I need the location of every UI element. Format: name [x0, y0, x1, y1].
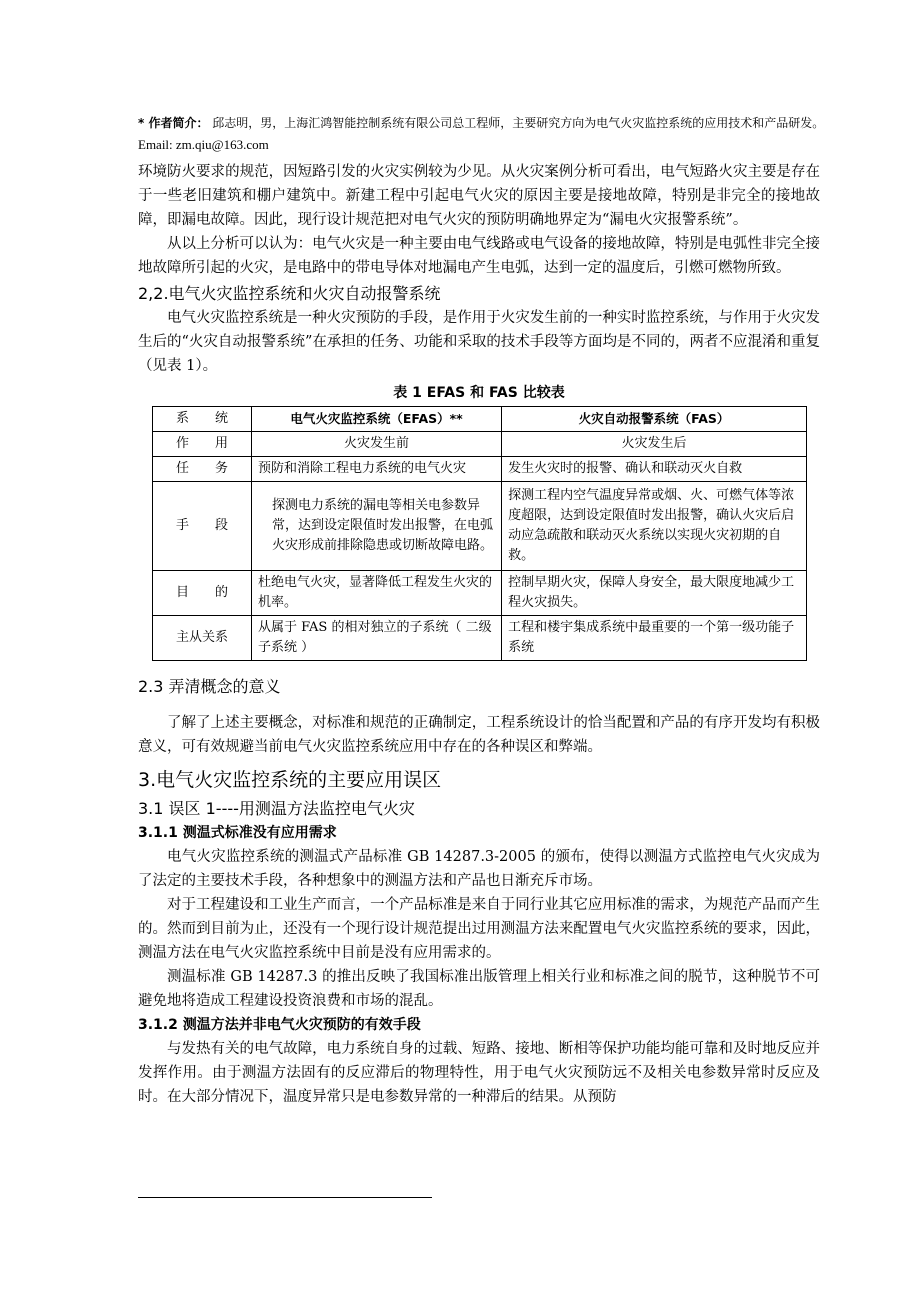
row-label: 手 段 — [153, 482, 252, 571]
table-header-cell: 火灾自动报警系统（FAS） — [502, 407, 807, 432]
heading-3-1-2: 3.1.2 测温方法并非电气火灾预防的有效手段 — [138, 1017, 421, 1033]
paragraph-1: 环境防火要求的规范，因短路引发的火灾实例较为少见。从火灾案例分析可看出，电气短路火灾主要是存在于一些老旧建筑和棚户建筑中。新建工程中引起电气火灾的原因主要是接地故障，特别是非完全的接地故障，即漏电故障。因此，现行设计规范把对电气火灾的预防明确地界定为“漏电火灾报警系统”。 — [138, 164, 820, 228]
footnote-email: Email: zm.qiu@163.com — [138, 137, 269, 152]
paragraph-2: 从以上分析可以认为：电气火灾是一种主要由电气线路或电气设备的接地故障，特别是电弧性非完全接地故障所引起的火灾，是电路中的带电导体对地漏电产生电弧，达到一定的温度后，引燃可燃物所致。 — [138, 236, 820, 276]
heading-3-1-1: 3.1.1 测温式标准没有应用需求 — [138, 825, 337, 841]
fas-cell: 发生火灾时的报警、确认和联动灭火自救 — [502, 457, 807, 482]
paragraph-4: 了解了上述主要概念，对标准和规范的正确制定，工程系统设计的恰当配置和产品的有序开发均有积极意义，可有效规避当前电气火灾监控系统应用中存在的各种误区和弊端。 — [138, 715, 820, 755]
efas-cell: 火灾发生前 — [252, 432, 502, 457]
row-label: 目 的 — [153, 571, 252, 616]
table-header-cell: 电气火灾监控系统（EFAS）** — [252, 407, 502, 432]
heading-2-3: 2.3 弄清概念的意义 — [138, 677, 281, 696]
paragraph-8: 与发热有关的电气故障，电力系统自身的过载、短路、接地、断相等保护功能均能可靠和及时地反应并发挥作用。由于测温方法固有的反应滞后的物理特性，用于电气火灾预防远不及相关电参数异常时反应及时。在大部分情况下，温度异常只是电参数异常的一种滞后的结果。从预防 — [138, 1041, 820, 1105]
heading-3: 3.电气火灾监控系统的主要应用误区 — [138, 769, 442, 791]
paragraph-3: 电气火灾监控系统是一种火灾预防的手段，是作用于火灾发生前的一种实时监控系统，与作用于火灾发生后的“火灾自动报警系统”在承担的任务、功能和采取的技术手段等方面均是不同的，两者不应混淆和重复（见表 1）。 — [138, 310, 820, 374]
paragraph-6: 对于工程建设和工业生产而言，一个产品标准是来自于同行业其它应用标准的需求，为规范产品而产生的。然而到目前为止，还没有一个现行设计规范提出过用测温方法来配置电气火灾监控系统的要求，因此，测温方法在电气火灾监控系统中目前是没有应用需求的。 — [138, 897, 820, 961]
table-caption: 表 1 EFAS 和 FAS 比较表 — [393, 385, 565, 401]
fas-cell: 火灾发生后 — [502, 432, 807, 457]
table-header-cell: 系 统 — [153, 407, 252, 432]
row-label: 主从关系 — [153, 616, 252, 661]
fas-cell: 控制早期火灾，保障人身安全，最大限度地减少工程火灾损失。 — [502, 571, 807, 616]
footnote-text: 邱志明，男，上海汇鸿智能控制系统有限公司总工程师，主要研究方向为电气火灾监控系统的应用技术和产品研发。 — [212, 116, 825, 130]
fas-cell: 探测工程内空气温度异常或烟、火、可燃气体等浓度超限，达到设定限值时发出报警，确认火灾后启动应急疏散和联动灭火系统以实现火灾初期的自救。 — [502, 482, 807, 571]
heading-2-2: 2,2.电气火灾监控系统和火灾自动报警系统 — [138, 284, 441, 303]
table-row — [153, 457, 807, 482]
footnote-divider — [138, 1197, 432, 1198]
paragraph-7: 测温标准 GB 14287.3 的推出反映了我国标准出版管理上相关行业和标准之间的脱节，这种脱节不可避免地将造成工程建设投资浪费和市场的混乱。 — [138, 969, 820, 1009]
table-row — [153, 616, 807, 661]
table-row — [153, 432, 807, 457]
efas-cell: 探测电力系统的漏电等相关电参数异常，达到设定限值时发出报警，在电弧火灾形成前排除隐患或切断故障电路。 — [252, 482, 502, 571]
row-label: 任 务 — [153, 457, 252, 482]
table-row — [153, 482, 807, 571]
efas-cell: 从属于 FAS 的相对独立的子系统（ 二级子系统 ） — [252, 616, 502, 661]
row-label: 作 用 — [153, 432, 252, 457]
comparison-table — [152, 406, 807, 661]
heading-3-1: 3.1 误区 1----用测温方法监控电气火灾 — [138, 799, 415, 818]
author-footnote — [138, 112, 838, 156]
table-header-row — [153, 407, 807, 432]
fas-cell: 工程和楼宇集成系统中最重要的一个第一级功能子系统 — [502, 616, 807, 661]
footnote-label: * 作者简介： — [138, 116, 209, 130]
table-row — [153, 571, 807, 616]
document-body — [138, 160, 820, 1109]
paragraph-5: 电气火灾监控系统的测温式产品标准 GB 14287.3-2005 的颁布，使得以测温方式监控电气火灾成为了法定的主要技术手段，各种想象中的测温方法和产品也日渐充斥市场。 — [138, 849, 820, 889]
efas-cell: 预防和消除工程电力系统的电气火灾 — [252, 457, 502, 482]
efas-cell: 杜绝电气火灾，显著降低工程发生火灾的机率。 — [252, 571, 502, 616]
